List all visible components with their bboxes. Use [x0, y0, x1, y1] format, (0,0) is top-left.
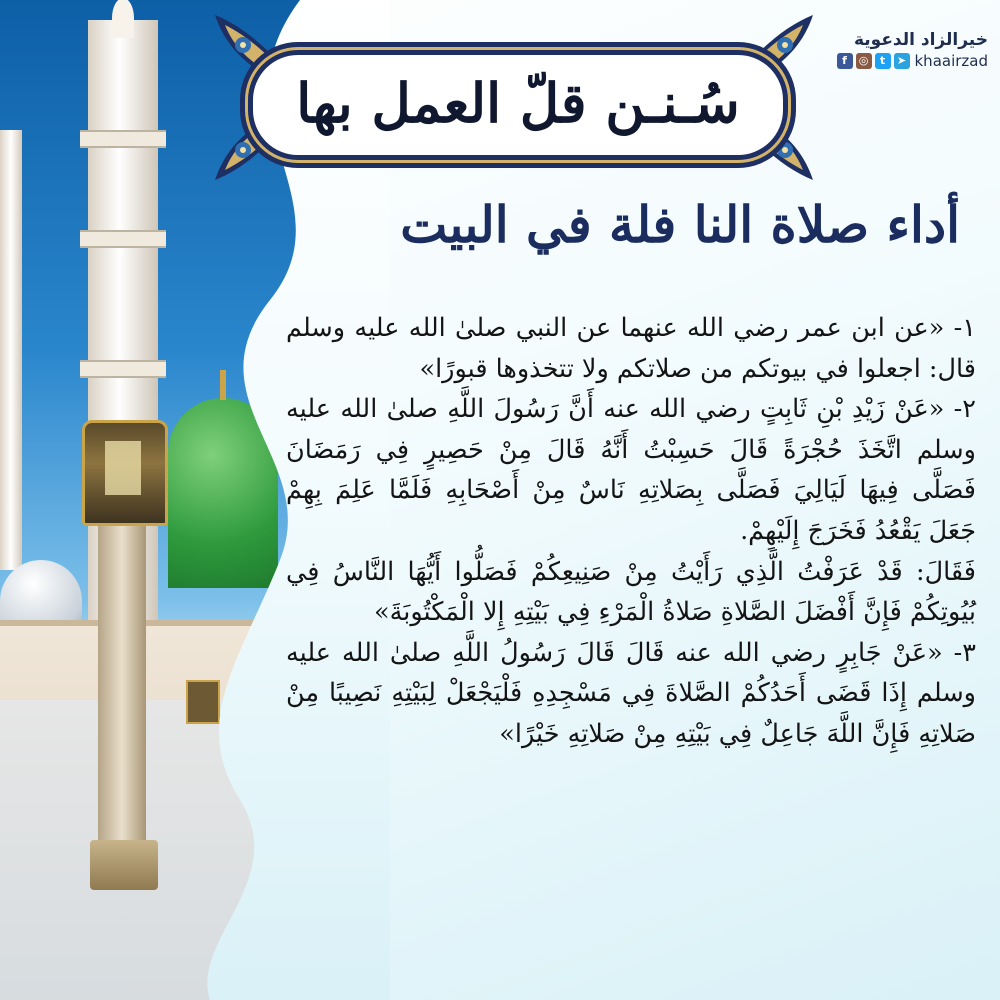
hadith-paragraph-1: ١- «عن ابن عمر رضي الله عنهما عن النبي صلىٰ الله عليه وسلم قال: اجعلوا في بيوتكم من صلاتكم ولا تتخذوها قبورًا»	[286, 313, 976, 384]
facebook-icon[interactable]: f	[837, 53, 853, 69]
hadith-paragraph-2: ٢- «عَنْ زَيْدِ بْنِ ثَابِتٍ رضي الله عنه أَنَّ رَسُولَ اللَّهِ صلىٰ الله عليه وسلم اتَّخَذَ حُجْرَةً قَالَ حَسِبْتُ أَنَّهُ قَالَ مِنْ حَصِيرٍ فِي رَمَضَانَ فَصَلَّى فِيهَا لَيَالِيَ فَصَلَّى بِصَلاتِهِ نَاسٌ مِنْ أَصْحَابِهِ فَلَمَّا عَلِمَ بِهِمْ جَعَلَ يَقْعُدُ فَخَرَجَ إِلَيْهِمْ.	[286, 394, 976, 546]
page-title: سُـنـن قلّ العمل بها	[296, 71, 740, 135]
hadith-paragraph-3: ٣- «عَنْ جَابِرٍ رضي الله عنه قَالَ قَالَ رَسُولُ اللَّهِ صلىٰ الله عليه وسلم إِذَا قَضَى أَحَدُكُمْ الصَّلاةَ فِي مَسْجِدِهِ فَلْيَجْعَلْ لِبَيْتِهِ نَصِيبًا مِنْ صَلاتِهِ فَإِنَّ اللَّهَ جَاعِلٌ فِي بَيْتِهِ مِنْ صَلاتِهِ خَيْرًا»	[286, 637, 976, 749]
brand-handle[interactable]: khaairzad	[914, 52, 988, 70]
instagram-icon[interactable]: ◎	[856, 53, 872, 69]
pillar-base	[90, 840, 158, 890]
title-frame	[248, 50, 788, 160]
hadith-text	[286, 308, 976, 755]
brand-name: خيرالزاد الدعوية	[853, 30, 988, 50]
brand	[837, 30, 989, 70]
left-minaret	[0, 130, 22, 570]
subtitle: أداء صلاة النا فلة في البيت	[400, 195, 960, 254]
telegram-icon[interactable]: ➤	[894, 53, 910, 69]
hadith-paragraph-2-continued: فَقَالَ: قَدْ عَرَفْتُ الَّذِي رَأَيْتُ مِنْ صَنِيعِكُمْ فَصَلُّوا أَيُّهَا النَّاسُ فِي بُيُوتِكُمْ فَإِنَّ أَفْضَلَ الصَّلاةِ صَلاةُ الْمَرْءِ فِي بَيْتِهِ إِلا الْمَكْتُوبَةَ»	[286, 556, 976, 628]
twitter-icon[interactable]: t	[875, 53, 891, 69]
brand-social-row	[837, 52, 989, 70]
